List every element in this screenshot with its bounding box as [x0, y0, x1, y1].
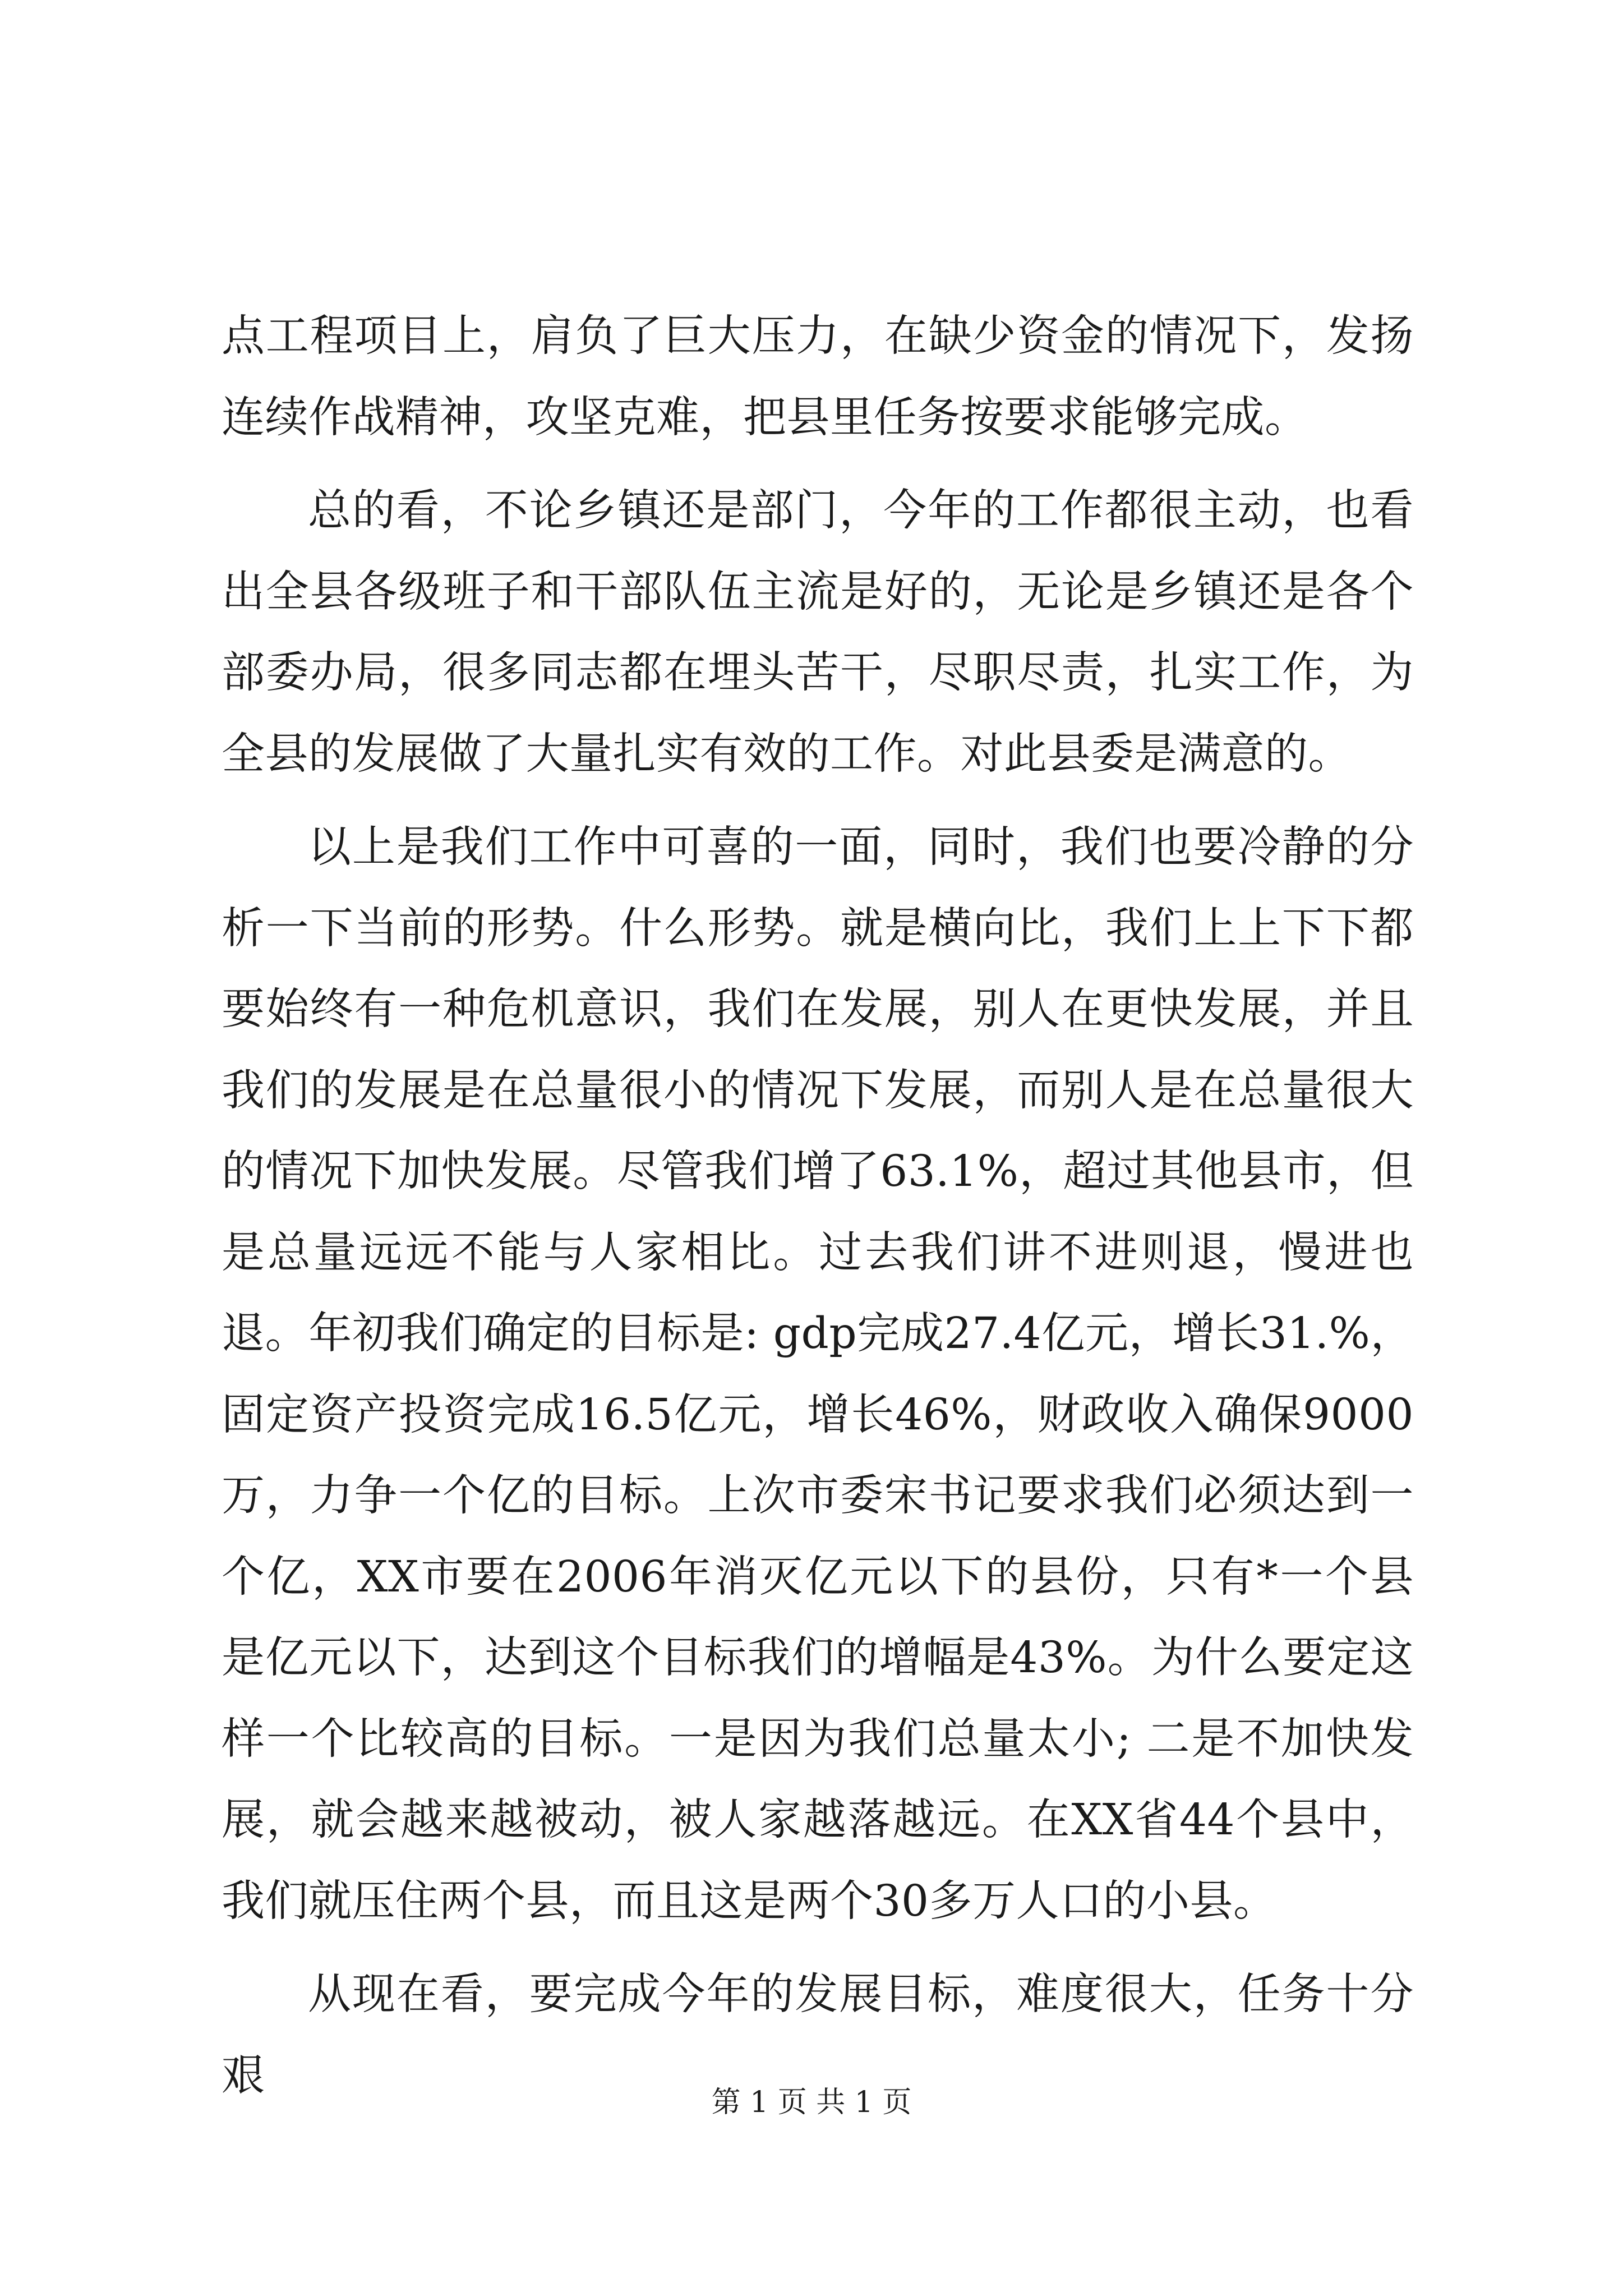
paragraph-3: 以上是我们工作中可喜的一面，同时，我们也要冷静的分析一下当前的形势。什么形势。就是横向比，我们上上下下都要始终有一种危机意识，我们在发展，别人在更快发展，并且我们的发展是在总量很小的情况下发展，而别人是在总量很大的情况下加快发展。尽管我们增了63.1%，超过其他县市，但是总量远远不能与人家相比。过去我们讲不进则退，慢进也退。年初我们确定的目标是: gdp完成27.4亿元，增长31.%，固定资产投资完成16.5亿元，增长46%，财政收入确保9000万，力争一个亿的目标。上次市委宋书记要求我们必须达到一个亿，XX市要在2006年消灭亿元以下的县份，只有*一个县是亿元以下，达到这个目标我们的增幅是43%。为什么要定这样一个比较高的目标。一是因为我们总量太小; 二是不加快发展，就会越来越被动，被人家越落越远。在XX省44个县中，我们就压住两个县，而且这是两个30多万人口的小县。	[222, 822, 1414, 1926]
document-body	[222, 296, 1414, 2116]
paragraph-2: 总的看，不论乡镇还是部门，今年的工作都很主动，也看出全县各级班子和干部队伍主流是好的，无论是乡镇还是各个部委办局，很多同志都在埋头苦干，尽职尽责，扎实工作，为全县的发展做了大量扎实有效的工作。对此县委是满意的。	[222, 486, 1414, 779]
paragraph-1: 点工程项目上，肩负了巨大压力，在缺少资金的情况下，发扬连续作战精神，攻坚克难，把县里任务按要求能够完成。	[222, 311, 1414, 443]
paragraph-4: 从现在看，要完成今年的发展目标，难度很大，任务十分艰	[222, 1970, 1414, 2101]
page-footer: 第 1 页 共 1 页	[711, 2086, 912, 2119]
